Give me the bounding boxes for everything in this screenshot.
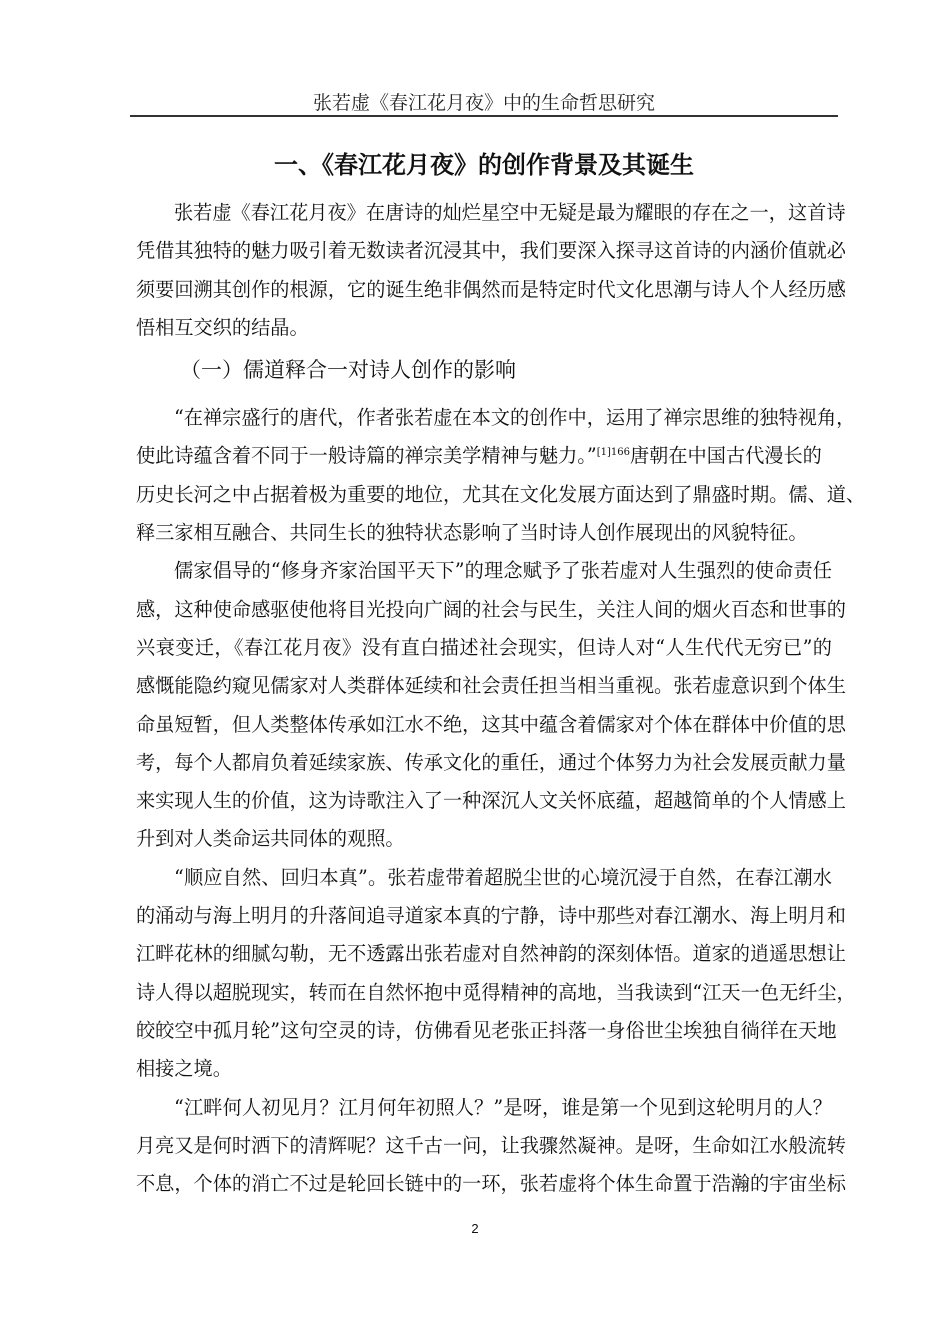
text-line: 诗人得以超脱现实，转而在自然怀抱中觅得精神的高地，当我读到“江天一色无纤尘，	[136, 980, 856, 1004]
text-line: “在禅宗盛行的唐代，作者张若虚在本文的创作中，运用了禅宗思维的独特视角，	[174, 406, 856, 430]
running-header: 张若虚《春江花月夜》中的生命哲思研究	[312, 92, 655, 114]
text-line: 兴衰变迁，《春江花月夜》没有直白描述社会现实，但诗人对“人生代代无穷已”的	[136, 635, 832, 659]
text-line: 月亮又是何时洒下的清辉呢？这千古一问，让我骤然凝神。是呀，生命如江水般流转	[136, 1133, 846, 1157]
text-span: 使此诗蕴含着不同于一般诗篇的禅宗美学精神与魅力。”	[136, 444, 597, 468]
text-line: 须要回溯其创作的根源，它的诞生绝非偶然而是特定时代文化思潮与诗人个人经历感	[136, 277, 846, 301]
citation-superscript: [1]166	[596, 447, 630, 459]
text-line: 不息，个体的消亡不过是轮回长链中的一环，张若虚将个体生命置于浩瀚的宇宙坐标	[136, 1172, 846, 1196]
text-line: 命虽短暂，但人类整体传承如江水不绝，这其中蕴含着儒家对个体在群体中价值的思	[136, 712, 846, 736]
text-line: 来实现人生的价值，这为诗歌注入了一种深沉人文关怀底蕴，超越简单的个人情感上	[136, 789, 846, 813]
body-text	[136, 199, 866, 1208]
text-line: 升到对人类命运共同体的观照。	[136, 827, 405, 851]
text-line: 的涌动与海上明月的升落间追寻道家本真的宁静，诗中那些对春江潮水、海上明月和	[136, 904, 846, 928]
text-line: 相接之境。	[136, 1057, 232, 1081]
text-line: 悟相互交织的结晶。	[136, 315, 309, 339]
paragraph-2	[136, 404, 866, 557]
text-line: “顺应自然、回归本真”。张若虚带着超脱尘世的心境沉浸于自然，在春江潮水	[174, 865, 832, 889]
text-line: 感，这种使命感驱使他将目光投向广阔的社会与民生，关注人间的烟火百态和世事的	[136, 597, 846, 621]
chapter-title: 一、《春江花月夜》的创作背景及其诞生	[274, 151, 694, 179]
text-line	[136, 442, 832, 480]
text-line: 凭借其独特的魅力吸引着无数读者沉浸其中，我们要深入探寻这首诗的内涵价值就必	[136, 239, 846, 263]
paragraph-1	[136, 199, 846, 352]
text-line: 历史长河之中占据着极为重要的地位，尤其在文化发展方面达到了鼎盛时期。儒、道、	[136, 482, 866, 506]
text-line: 江畔花林的细腻勾勒，无不透露出张若虚对自然神韵的深刻体悟。道家的逍遥思想让	[136, 942, 846, 966]
text-line: 感慨能隐约窥见儒家对人类群体延续和社会责任担当相当重视。张若虚意识到个体生	[136, 674, 846, 698]
paragraph-3	[136, 557, 846, 863]
page-number: 2	[471, 1221, 479, 1236]
text-line: 儒家倡导的“修身齐家治国平天下”的理念赋予了张若虚对人生强烈的使命责任	[174, 559, 832, 583]
text-line: 释三家相互融合、共同生长的独特状态影响了当时诗人创作展现出的风貌特征。	[136, 521, 808, 545]
paragraph-4	[136, 864, 856, 1094]
text-span: 唐朝在中国古代漫长的	[629, 444, 822, 468]
paragraph-5	[136, 1094, 846, 1209]
text-line: 考，每个人都肩负着延续家族、传承文化的重任，通过个体努力为社会发展贡献力量	[136, 750, 846, 774]
text-line: 张若虚《春江花月夜》在唐诗的灿烂星空中无疑是最为耀眼的存在之一，这首诗	[174, 201, 846, 224]
text-line: “江畔何人初见月？江月何年初照人？”是呀，谁是第一个见到这轮明月的人？	[174, 1095, 832, 1119]
text-line: 皎皎空中孤月轮”这句空灵的诗，仿佛看见老张正抖落一身俗世尘埃独自徜徉在天地	[136, 1018, 837, 1042]
header-rule	[130, 115, 838, 117]
section-subheading: （一）儒道释合一对诗人创作的影响	[180, 358, 516, 383]
